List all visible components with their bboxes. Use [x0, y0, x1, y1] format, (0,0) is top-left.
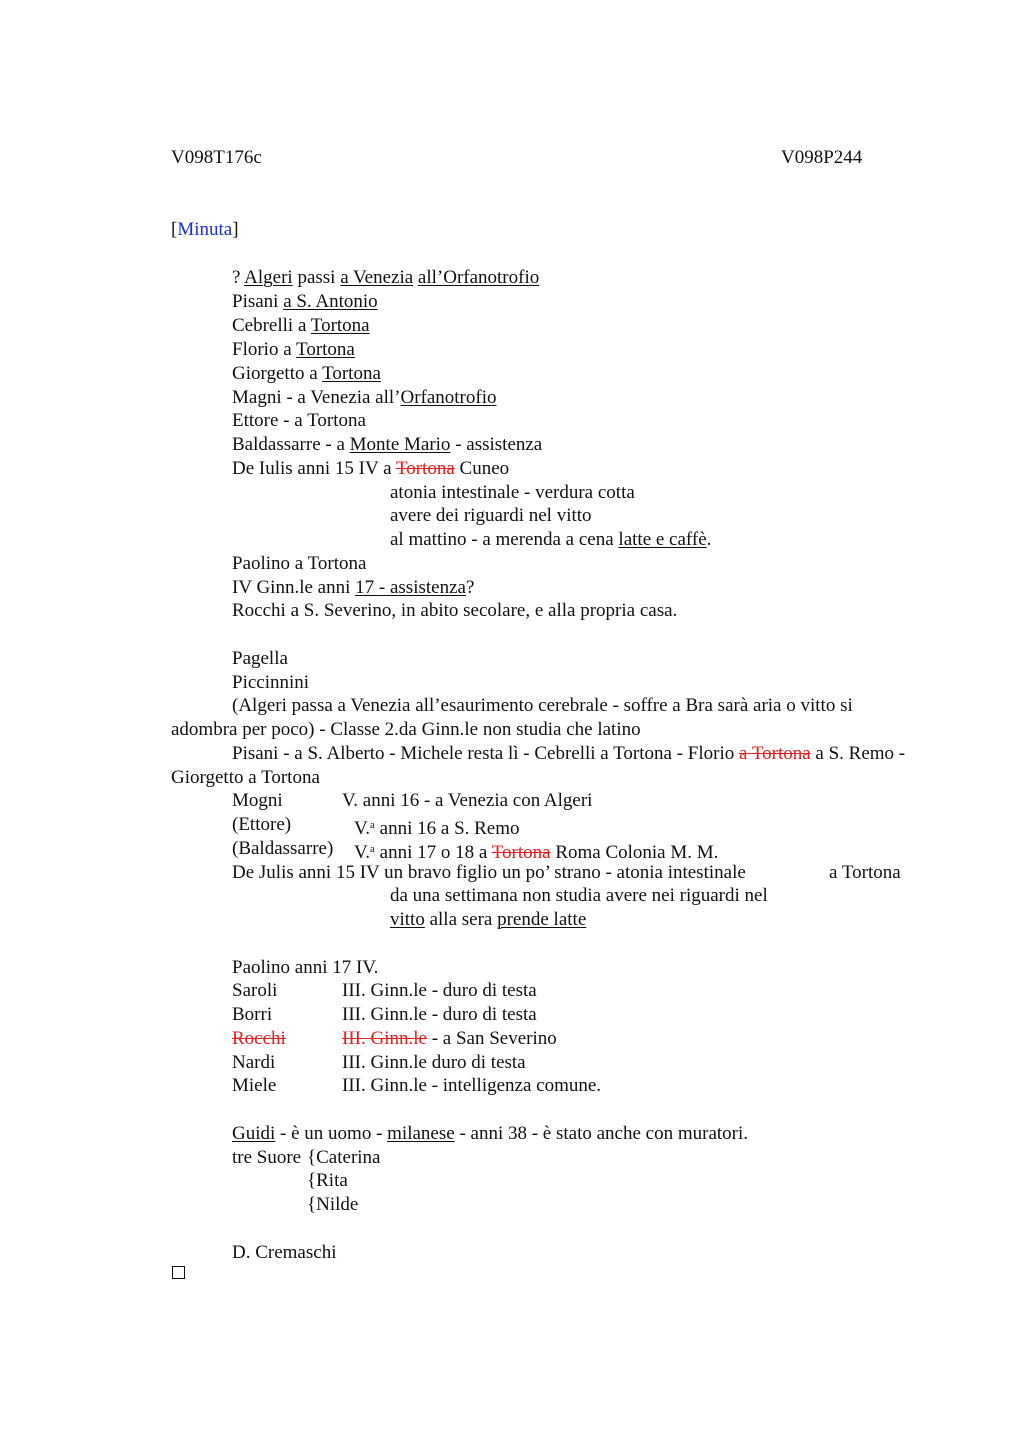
checkbox-square-icon: [172, 1266, 185, 1279]
underlined-text: Guidi: [232, 1123, 276, 1144]
signature: D. Cremaschi: [232, 1242, 337, 1263]
list1-line-6: [232, 386, 497, 410]
underlined-text: a S. Antonio: [283, 291, 378, 312]
dejulis-line-1: De Julis anni 15 IV un bravo figlio un po’ strano - atonia intestinale: [232, 862, 746, 883]
underlined-text: Algeri: [244, 267, 293, 288]
guidi-line: [232, 1122, 748, 1146]
list1-line-7: Ettore - a Tortona: [232, 410, 366, 431]
text: IV Ginn.le anni: [232, 577, 356, 598]
superscript: a: [370, 843, 375, 855]
underlined-text: latte e caffè: [618, 529, 707, 550]
student-name: Borri: [232, 1004, 273, 1025]
text: - anni 38 - è stato anche con muratori.: [454, 1123, 749, 1144]
student-info: III. Ginn.le - duro di testa: [342, 1004, 537, 1025]
struck-text: III. Ginn.le: [342, 1028, 427, 1049]
text: V.: [354, 818, 371, 839]
text: .: [706, 529, 712, 550]
superscript: a: [370, 819, 375, 831]
list1-line-8: [232, 433, 542, 457]
list1-line-1: [232, 266, 539, 290]
paolino-line: Paolino anni 17 IV.: [232, 957, 379, 978]
text: ?: [232, 267, 245, 288]
pisani-paragraph: [171, 742, 913, 790]
suora-name: {Rita: [307, 1170, 348, 1191]
mogni-name: Mogni: [232, 790, 283, 811]
underlined-text: Tortona: [296, 339, 355, 360]
text: V.: [354, 842, 371, 863]
doc-code-left: V098T176c: [171, 147, 262, 168]
text: - assistenza: [450, 434, 543, 455]
struck-text: a Tortona: [739, 743, 811, 764]
student-info: [342, 1027, 557, 1051]
list1-line-13: Paolino a Tortona: [232, 553, 367, 574]
list1-line-15: Rocchi a S. Severino, in abito secolare, e alla propria casa.: [232, 600, 678, 621]
student-name: Miele: [232, 1075, 277, 1096]
mogni-text: V. anni 16 - a Venezia con Algeri: [342, 790, 593, 811]
doc-code-right: V098P244: [781, 147, 863, 168]
text: - è un uomo -: [275, 1123, 388, 1144]
dejulis-line-2: da una settimana non studia avere nei riguardi nel: [390, 885, 768, 906]
text: Roma Colonia M. M.: [550, 842, 719, 863]
minuta-link[interactable]: Minuta: [177, 219, 233, 240]
list1-line-10: atonia intestinale - verdura cotta: [390, 482, 635, 503]
piccinnini-line: Piccinnini: [232, 672, 310, 693]
text: Pisani - a S. Alberto - Michele resta lì - Cebrelli a Tortona - Florio: [232, 743, 739, 764]
underlined-text: 17 - assistenza: [355, 577, 466, 598]
underlined-text: Monte Mario: [349, 434, 451, 455]
list1-line-3: [232, 314, 370, 338]
dejulis-line-3: [390, 908, 586, 932]
ettore-name: (Ettore): [232, 814, 292, 835]
underlined-text: prende latte: [497, 909, 587, 930]
suora-name: {Caterina: [307, 1147, 381, 1168]
minuta-label: [171, 218, 239, 242]
underlined-text: Orfanotrofio: [400, 387, 497, 408]
text: Florio a: [232, 339, 297, 360]
underlined-text: a Venezia: [340, 267, 414, 288]
text: alla sera: [424, 909, 498, 930]
text: - a San Severino: [426, 1028, 557, 1049]
text: passi: [292, 267, 341, 288]
text: ?: [465, 577, 475, 598]
text: a S. Remo - Giorgetto a Tortona: [171, 743, 906, 788]
underlined-text: all’Orfanotrofio: [417, 267, 540, 288]
student-info: III. Ginn.le - duro di testa: [342, 980, 537, 1001]
underlined-text: Tortona: [310, 315, 370, 336]
underlined-text: vitto: [390, 909, 425, 930]
student-name: Saroli: [232, 980, 278, 1001]
list1-line-2: [232, 290, 378, 314]
underlined-text: milanese: [387, 1123, 455, 1144]
student-info: III. Ginn.le - intelligenza comune.: [342, 1075, 602, 1096]
text: Magni - a Venezia all’: [232, 387, 401, 408]
text: anni 16 a S. Remo: [374, 818, 520, 839]
student-name-struck: Rocchi: [232, 1028, 286, 1049]
list1-line-5: [232, 362, 381, 386]
bracket-open: [: [171, 219, 178, 240]
list1-line-11: avere dei riguardi nel vitto: [390, 505, 592, 526]
list1-line-9: [232, 457, 509, 481]
text: Pisani: [232, 291, 284, 312]
baldassarre-name: (Baldassarre): [232, 838, 334, 859]
struck-text: Tortona: [491, 842, 551, 863]
struck-text: Tortona: [395, 458, 455, 479]
text: Giorgetto a: [232, 363, 323, 384]
text: Baldassarre - a: [232, 434, 350, 455]
underlined-text: Tortona: [322, 363, 381, 384]
bracket-close: ]: [232, 219, 239, 240]
pagella-heading: Pagella: [232, 648, 288, 669]
suora-name: {Nilde: [307, 1194, 359, 1215]
text: Cebrelli a: [232, 315, 311, 336]
dejulis-right-note: a Tortona: [829, 862, 901, 883]
suore-label: tre Suore: [232, 1147, 302, 1168]
list1-line-4: [232, 338, 355, 362]
list1-line-12: [390, 528, 711, 552]
text: De Iulis anni 15 IV a: [232, 458, 396, 479]
text: anni 17 o 18 a: [374, 842, 492, 863]
list1-line-14: [232, 576, 474, 600]
text: Cuneo: [454, 458, 510, 479]
student-info: III. Ginn.le duro di testa: [342, 1052, 526, 1073]
algeri-paragraph: (Algeri passa a Venezia all’esaurimento cerebrale - soffre a Bra sarà aria o vitto si adombra per poco) - Classe 2.da Ginn.le non studia che latino: [171, 695, 853, 740]
text: al mattino - a merenda a cena: [390, 529, 619, 550]
student-name: Nardi: [232, 1052, 276, 1073]
